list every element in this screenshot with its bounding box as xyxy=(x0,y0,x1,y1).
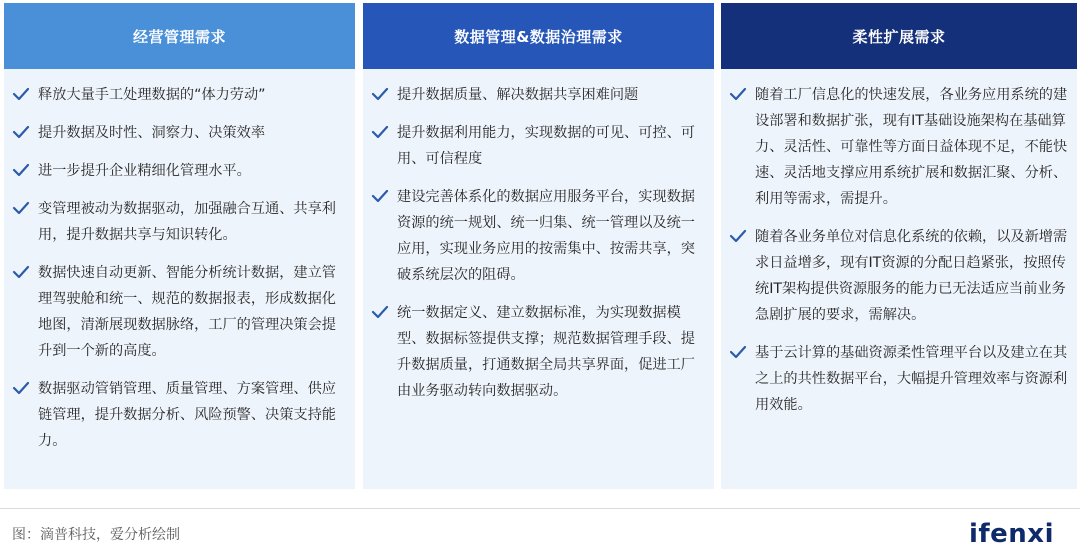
list-item-text: 数据快速自动更新、智能分析统计数据，建立管理驾驶舱和统一、规范的数据报表，形成数据化地图，清渐展现数据脉络，工厂的管理决策会提升到一个新的高度。 xyxy=(38,265,336,359)
check-icon xyxy=(12,85,30,103)
check-icon xyxy=(729,227,747,245)
column-business-management xyxy=(4,3,355,489)
list-item xyxy=(4,82,355,108)
check-icon xyxy=(12,161,30,179)
list-item-text: 统一数据定义、建立数据标准，为实现数据模型、数据标签提供支撑；规范数据管理手段、提升数据质量，打通数据全局共享界面，促进工厂由业务驱动转向数据驱动。 xyxy=(397,305,695,399)
list-item xyxy=(721,224,1077,328)
check-icon xyxy=(371,85,389,103)
requirements-columns xyxy=(4,3,1077,489)
list-item-text: 提升数据质量、解决数据共享困难问题 xyxy=(397,87,639,103)
check-icon xyxy=(12,123,30,141)
check-icon xyxy=(729,85,747,103)
check-icon xyxy=(12,199,30,217)
check-icon xyxy=(12,263,30,281)
column-body xyxy=(721,69,1077,489)
check-icon xyxy=(371,303,389,321)
list-item xyxy=(363,82,714,108)
check-icon xyxy=(12,379,30,397)
check-icon xyxy=(371,123,389,141)
list-item xyxy=(721,340,1077,418)
list-item-text: 提升数据利用能力，实现数据的可见、可控、可用、可信程度 xyxy=(397,125,695,167)
list-item-text: 数据驱动管销管理、质量管理、方案管理、供应链管理，提升数据分析、风险预警、决策支持能力。 xyxy=(38,381,336,449)
column-title: 柔性扩展需求 xyxy=(721,3,1077,69)
list-item-text: 随着工厂信息化的快速发展，各业务应用系统的建设部署和数据扩张，现有IT基础设施架构在基础算力、灵活性、可靠性等方面日益体现不足，不能快速、灵活地支撑应用系统扩展和数据汇聚、分析、利用等需求，需提升。 xyxy=(755,87,1068,207)
column-body xyxy=(363,69,714,489)
check-icon xyxy=(729,343,747,361)
footer-divider xyxy=(0,508,1080,509)
check-icon xyxy=(371,187,389,205)
list-item xyxy=(4,120,355,146)
list-item xyxy=(363,300,714,404)
list-item xyxy=(4,158,355,184)
brand-logo xyxy=(969,518,1054,550)
list-item-text: 随着各业务单位对信息化系统的依赖，以及新增需求日益增多，现有IT资源的分配日趋紧张，按照传统IT架构提供资源服务的能力已无法适应当前业务急剧扩展的要求，需解决。 xyxy=(755,229,1068,323)
list-item-text: 变管理被动为数据驱动，加强融合互通、共享利用，提升数据共享与知识转化。 xyxy=(38,201,336,243)
list-item xyxy=(363,184,714,288)
column-data-governance xyxy=(363,3,714,489)
list-item xyxy=(363,120,714,172)
column-body xyxy=(4,69,355,489)
column-flexible-scaling xyxy=(721,3,1077,489)
column-title: 经营管理需求 xyxy=(4,3,355,69)
list-item xyxy=(4,376,355,454)
list-item-text: 建设完善体系化的数据应用服务平台，实现数据资源的统一规划、统一归集、统一管理以及统一应用，实现业务应用的按需集中、按需共享，突破系统层次的阻碍。 xyxy=(397,189,695,283)
column-title: 数据管理&数据治理需求 xyxy=(363,3,714,69)
list-item-text: 基于云计算的基础资源柔性管理平台以及建立在其之上的共性数据平台，大幅提升管理效率与资源利用效能。 xyxy=(755,345,1068,413)
list-item xyxy=(721,82,1077,212)
list-item-text: 释放大量手工处理数据的“体力劳动” xyxy=(38,87,266,103)
brand-logo-text: ifenxi xyxy=(968,519,1054,549)
list-item xyxy=(4,260,355,364)
list-item-text: 进一步提升企业精细化管理水平。 xyxy=(38,163,251,179)
list-item-text: 提升数据及时性、洞察力、决策效率 xyxy=(38,125,266,141)
source-caption: 图：滴普科技，爱分析绘制 xyxy=(12,527,180,543)
list-item xyxy=(4,196,355,248)
